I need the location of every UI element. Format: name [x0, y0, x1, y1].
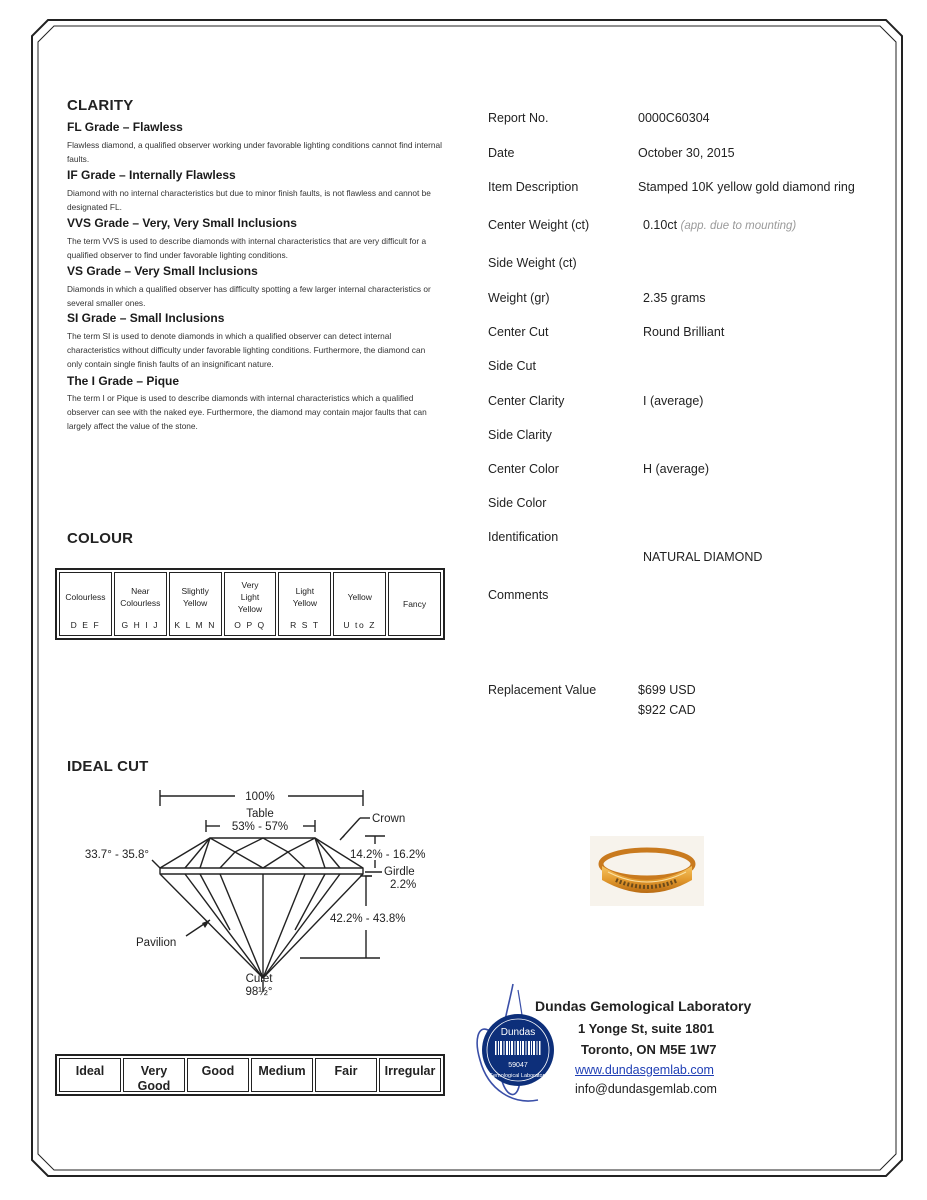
table-range-label: 53% - 57% — [231, 821, 289, 833]
colour-name: Fancy — [403, 599, 427, 609]
grade-i-desc: The term I or Pique is used to describe diamonds with internal characteristics which a qualified observer can see with the naked eye. Furthermore, the diamond may contain major faults that can largely affect the value of the stone. — [67, 393, 427, 431]
field-label-center-color: Center Color — [488, 462, 559, 476]
cut-grade-table — [55, 1054, 445, 1096]
colour-cell — [224, 572, 277, 636]
lab-website-link[interactable]: www.dundasgemlab.com — [575, 1063, 714, 1077]
field-label-center-cut: Center Cut — [488, 325, 549, 339]
colour-name: Colourless — [65, 592, 106, 602]
svg-text:Dundas: Dundas — [500, 1027, 536, 1038]
colour-name: Slightly Yellow — [181, 586, 209, 608]
colour-letters: U to Z — [343, 620, 377, 630]
grade-if-title: IF Grade – Internally Flawless — [67, 168, 236, 182]
cut-grade-cell: Medium — [251, 1058, 313, 1092]
field-label-side-weight: Side Weight (ct) — [488, 256, 577, 270]
colour-cell — [333, 572, 386, 636]
field-value-report-no: 0000C60304 — [638, 111, 710, 125]
grade-vs-title: VS Grade – Very Small Inclusions — [67, 264, 258, 278]
grade-si-title: SI Grade – Small Inclusions — [67, 311, 225, 325]
field-label-report-no: Report No. — [488, 111, 549, 125]
diamond-proportions-diagram — [60, 780, 460, 1005]
field-value-identification: NATURAL DIAMOND — [643, 550, 763, 564]
pavilion-label: Pavilion — [136, 937, 177, 949]
colour-cell — [388, 572, 441, 636]
colour-cell — [278, 572, 331, 636]
replacement-value-cad: $922 CAD — [638, 703, 696, 717]
cut-grade-cell: Very Good — [123, 1058, 185, 1092]
colour-letters: D E F — [70, 620, 101, 630]
field-value-weight: 2.35 grams — [643, 291, 706, 305]
grade-if-desc: Diamond with no internal characteristics but due to minor finish faults, is not flawless and cannot be designated FL. — [67, 188, 431, 212]
field-value-center-weight — [643, 218, 796, 232]
colour-cell — [114, 572, 167, 636]
field-label-side-color: Side Color — [488, 496, 547, 510]
grade-fl-desc: Flawless diamond, a qualified observer working under favorable lighting conditions cannot find internal faults. — [67, 140, 442, 164]
colour-name: Yellow — [347, 592, 372, 602]
lab-address-line-2: Toronto, ON M5E 1W7 — [581, 1042, 717, 1057]
colour-letters: K L M N — [174, 620, 216, 630]
crown-height-label: 14.2% - 16.2% — [350, 849, 426, 861]
field-label-weight: Weight (gr) — [488, 291, 550, 305]
colour-name: Near Colourless — [120, 586, 161, 608]
colour-scale-table — [55, 568, 445, 640]
total-width-label: 100% — [245, 791, 275, 803]
colour-name: Very Light Yellow — [237, 580, 263, 614]
lab-address-line-1: 1 Yonge St, suite 1801 — [578, 1021, 715, 1036]
cut-grade-cell: Ideal — [59, 1058, 121, 1092]
ideal-cut-heading: IDEAL CUT — [67, 758, 149, 775]
colour-name: Light Yellow — [292, 586, 317, 608]
field-label-center-clarity: Center Clarity — [488, 394, 565, 408]
field-label-center-weight: Center Weight (ct) — [488, 218, 590, 232]
lab-name: Dundas Gemological Laboratory — [535, 998, 752, 1014]
svg-text:59047: 59047 — [508, 1062, 528, 1069]
culet-label: Culet — [245, 973, 273, 985]
table-label: Table — [246, 808, 274, 820]
culet-pct-label: 98½° — [245, 986, 273, 998]
grade-si-desc: The term SI is used to denote diamonds in which a qualified observer can detect internal characteristics without difficulty under favorable lighting conditions. Furthermore, the diamond can only contain single finish faults of an insignificant nature. — [67, 331, 426, 369]
center-weight-value: 0.10ct — [643, 218, 678, 232]
lab-email: info@dundasgemlab.com — [575, 1082, 717, 1096]
pavilion-depth-label: 42.2% - 43.8% — [330, 913, 406, 925]
cut-grade-cell: Irregular — [379, 1058, 441, 1092]
field-label-side-clarity: Side Clarity — [488, 428, 552, 442]
girdle-pct-label: 2.2% — [390, 879, 417, 891]
field-label-side-cut: Side Cut — [488, 359, 536, 373]
field-value-item-description: Stamped 10K yellow gold diamond ring — [638, 180, 855, 194]
colour-letters: G H I J — [121, 620, 160, 630]
replacement-value-usd: $699 USD — [638, 683, 696, 697]
field-value-center-cut: Round Brilliant — [643, 325, 725, 339]
field-label-replacement-value: Replacement Value — [488, 683, 597, 697]
field-value-center-clarity: I (average) — [643, 394, 704, 408]
field-label-item-description: Item Description — [488, 180, 579, 194]
field-value-center-color: H (average) — [643, 462, 709, 476]
ring-photo — [590, 836, 704, 906]
cut-grade-cell: Good — [187, 1058, 249, 1092]
grade-vs-desc: Diamonds in which a qualified observer has difficulty spotting a few larger internal characteristics or several smaller ones. — [67, 284, 431, 308]
field-label-date: Date — [488, 146, 515, 160]
crown-angle-label: 33.7° - 35.8° — [84, 849, 149, 861]
field-label-identification: Identification — [488, 530, 559, 544]
girdle-label: Girdle — [384, 866, 415, 878]
grade-fl-title: FL Grade – Flawless — [67, 120, 183, 134]
grade-i-title: The I Grade – Pique — [67, 374, 180, 388]
center-weight-note: (app. due to mounting) — [680, 220, 797, 232]
colour-cell — [169, 572, 222, 636]
colour-cell — [59, 572, 112, 636]
colour-heading: COLOUR — [67, 530, 134, 547]
grade-vvs-title: VVS Grade – Very, Very Small Inclusions — [67, 216, 297, 230]
field-value-date: October 30, 2015 — [638, 146, 735, 160]
colour-letters: R S T — [290, 620, 320, 630]
grade-vvs-desc: The term VVS is used to describe diamonds with internal characteristics that are very difficult for a qualified observer to find under favorable lighting conditions. — [67, 236, 427, 260]
colour-letters: O P Q — [234, 620, 266, 630]
cut-grade-cell: Fair — [315, 1058, 377, 1092]
crown-label: Crown — [372, 813, 406, 825]
field-label-comments: Comments — [488, 588, 549, 602]
clarity-heading: CLARITY — [67, 97, 134, 114]
svg-text:Gemological Laboratory: Gemological Laboratory — [488, 1073, 548, 1079]
